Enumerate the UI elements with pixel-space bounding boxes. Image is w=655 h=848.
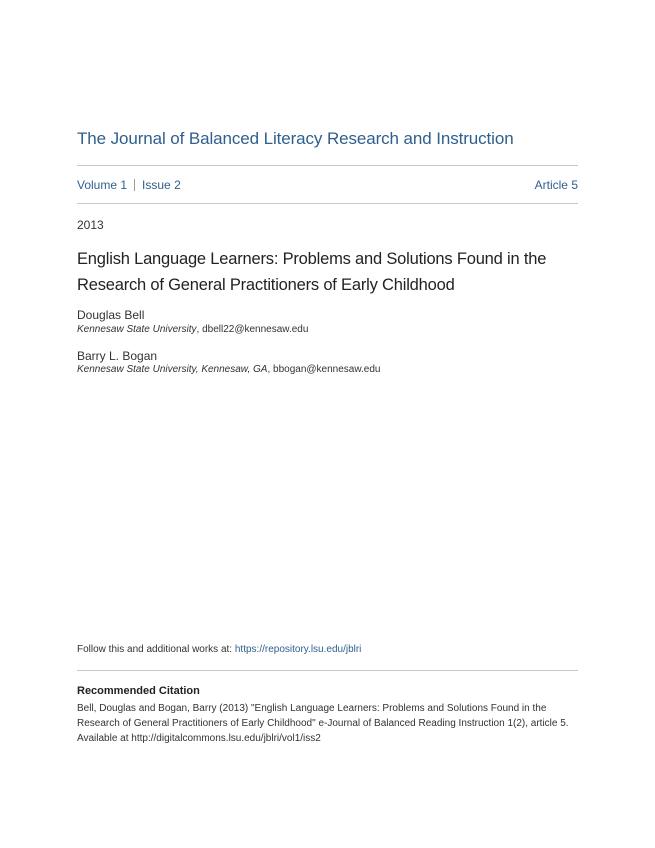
follow-line [77,644,361,655]
affiliation-text-1: Kennesaw State University [77,324,197,335]
recommended-citation-text: Bell, Douglas and Bogan, Barry (2013) "English Language Learners: Problems and Solutions Found in the Research of General Practitioners of Early Childhood" e-Journal of Balanced Reading Instruction 1(2), article 5. Available at http://digitalcommons.lsu.edu/jblri/vol1/iss2 [77,703,569,744]
article-title: English Language Learners: Problems and Solutions Found in the Research of General Practitioners of Early Childhood [77,250,547,294]
issue-separator [134,179,135,191]
journal-title-link[interactable]: The Journal of Balanced Literacy Research and Instruction [77,129,514,148]
issue-row [77,178,578,192]
volume-link[interactable]: Volume 1 [77,178,128,192]
divider-middle [77,203,578,204]
affiliation-text-2: Kennesaw State University, Kennesaw, GA [77,364,268,375]
author-name-2: Barry L. Bogan [77,349,158,363]
author-name-1: Douglas Bell [77,308,145,322]
issue-link[interactable]: Issue 2 [142,178,181,192]
repository-link[interactable]: https://repository.lsu.edu/jblri [234,644,362,655]
author-affiliation-2: Kennesaw State University, Kennesaw, GA, bbogan@kennesaw.edu [77,364,381,375]
follow-text: Follow this and additional works at: [77,644,235,655]
divider-top [77,165,578,166]
divider-bottom [77,670,578,671]
recommended-citation-heading: Recommended Citation [77,685,200,697]
author-email-2[interactable]: bbogan@kennesaw.edu [273,364,381,375]
author-email-1[interactable]: dbell22@kennesaw.edu [202,324,309,335]
author-affiliation-1: Kennesaw State University, dbell22@kennesaw.edu [77,324,309,335]
article-link[interactable]: Article 5 [534,178,578,192]
publication-year: 2013 [77,218,104,232]
cover-page [77,0,578,848]
